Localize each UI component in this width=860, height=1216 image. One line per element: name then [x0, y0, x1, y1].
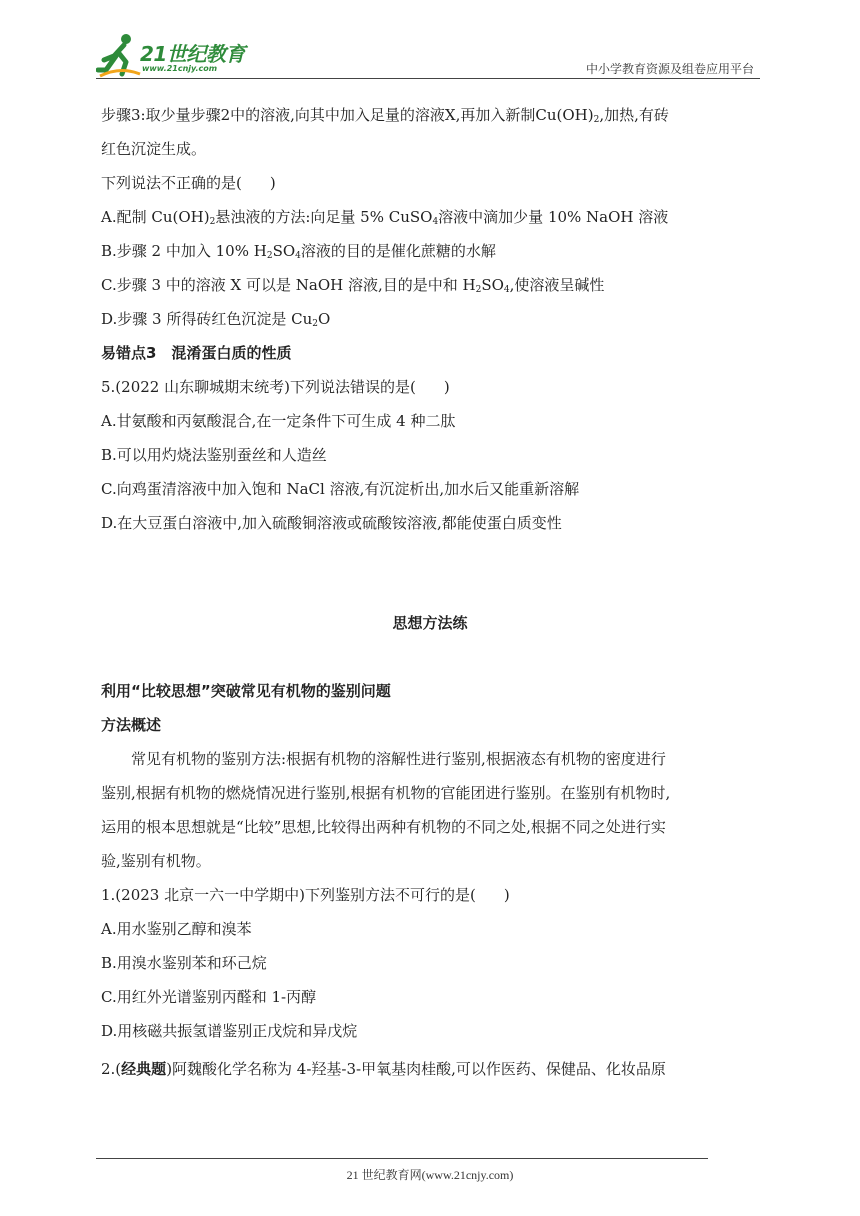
method-paragraph-line-4: 验,鉴别有机物。 — [101, 852, 211, 870]
p1-stem: 1.(2023 北京一六一中学期中)下列鉴别方法不可行的是( ) — [101, 886, 510, 904]
method-paragraph-line-3: 运用的根本思想就是“比较”思想,比较得出两种有机物的不同之处,根据不同之处进行实 — [101, 818, 666, 836]
platform-name: 中小学教育资源及组卷应用平台 — [585, 62, 754, 76]
q5-option-c: C.向鸡蛋清溶液中加入饱和 NaCl 溶液,有沉淀析出,加水后又能重新溶解 — [101, 480, 580, 498]
runner-logo-icon — [96, 30, 142, 78]
step3-continuation: 红色沉淀生成。 — [101, 140, 207, 158]
method-paragraph-line-2: 鉴别,根据有机物的燃烧情况进行鉴别,根据有机物的官能团进行鉴别。在鉴别有机物时, — [101, 784, 671, 802]
classic-question-tag: 经典题 — [121, 1060, 167, 1078]
q4-option-d: D.步骤 3 所得砖红色沉淀是 $Cu_2O$ — [101, 310, 331, 329]
page-header — [96, 30, 760, 80]
q4-option-b: B.步骤 2 中加入 10% $H_2SO_4$溶液的目的是催化蔗糖的水解 — [101, 242, 496, 261]
footer-text[interactable]: 21 世纪教育网(www.21cnjy.com) — [346, 1168, 514, 1182]
method-paragraph-line-1: 常见有机物的鉴别方法:根据有机物的溶解性进行鉴别,根据液态有机物的密度进行 — [101, 750, 666, 768]
q5-stem: 5.(2022 山东聊城期末统考)下列说法错误的是( ) — [101, 378, 450, 396]
step3-line: 步骤3:取少量步骤2中的溶液,向其中加入足量的溶液X,再加入新制$Cu(OH)_2$,加热,有砖 — [101, 106, 669, 125]
method-overview-title: 方法概述 — [101, 716, 162, 734]
footer-divider — [96, 1158, 708, 1159]
section-title: 思想方法练 — [392, 614, 468, 632]
q4-stem: 下列说法不正确的是( ) — [101, 174, 276, 192]
p1-option-b: B.用溴水鉴别苯和环己烷 — [101, 954, 267, 972]
header-divider — [96, 78, 760, 79]
p2-stem: 2.(经典题)阿魏酸化学名称为 4-羟基-3-甲氧基肉桂酸,可以作医药、保健品、化妆品原 — [101, 1060, 666, 1078]
q5-option-b: B.可以用灼烧法鉴别蚕丝和人造丝 — [101, 446, 327, 464]
p1-option-d: D.用核磁共振氢谱鉴别正戊烷和异戊烷 — [101, 1022, 358, 1040]
site-logo[interactable] — [96, 30, 266, 78]
logo-url: www.21cnjy.com — [142, 64, 218, 73]
p1-option-c: C.用红外光谱鉴别丙醛和 1-丙醇 — [101, 988, 317, 1006]
p1-option-a: A.用水鉴别乙醇和溴苯 — [101, 920, 252, 938]
q4-option-a: A.配制 $Cu(OH)_2$悬浊液的方法:向足量 5% CuSO$_4$溶液中滴加少量 10% NaOH 溶液 — [101, 208, 669, 227]
q5-option-d: D.在大豆蛋白溶液中,加入硫酸铜溶液或硫酸铵溶液,都能使蛋白质变性 — [101, 514, 562, 532]
q4-option-c: C.步骤 3 中的溶液 X 可以是 NaOH 溶液,目的是中和 $H_2SO_4$,使溶液呈碱性 — [101, 276, 605, 295]
topic-title: 利用“比较思想”突破常见有机物的鉴别问题 — [101, 682, 391, 700]
logo-text: 21世纪教育 — [140, 42, 245, 66]
error-point-3-title: 易错点3 混淆蛋白质的性质 — [101, 344, 292, 362]
q5-option-a: A.甘氨酸和丙氨酸混合,在一定条件下可生成 4 种二肽 — [101, 412, 456, 430]
